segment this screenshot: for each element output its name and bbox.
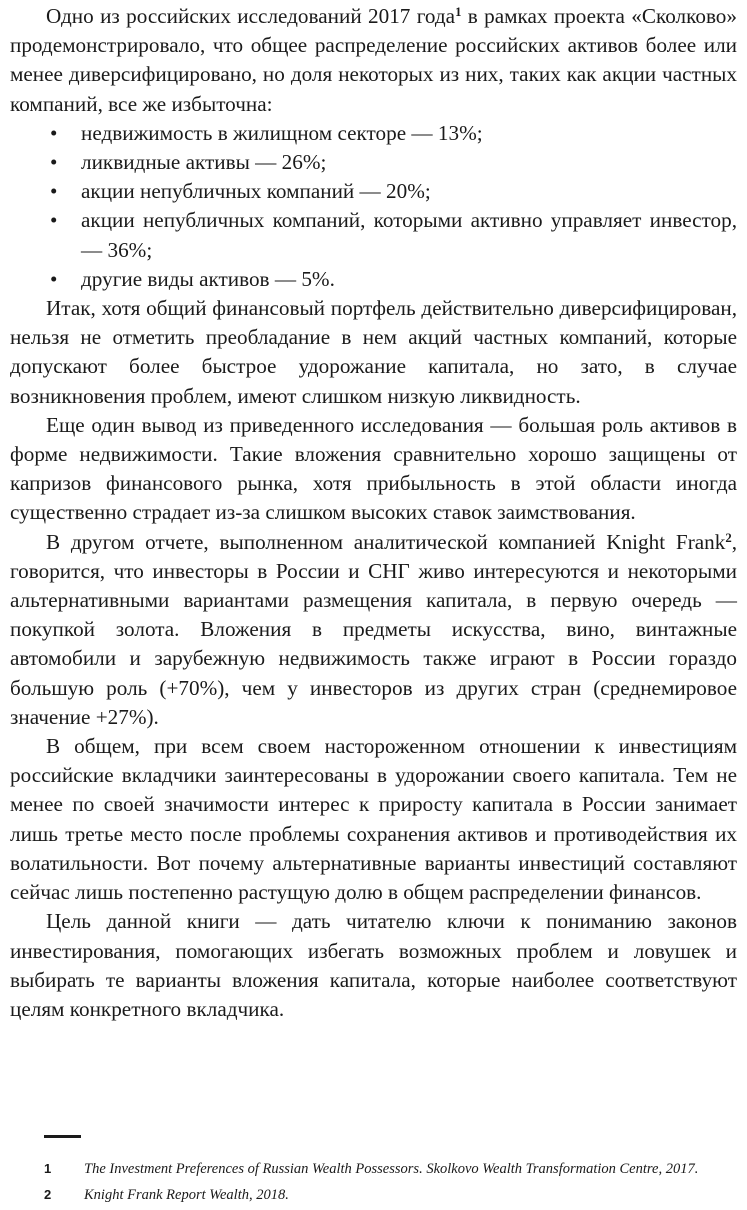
list-item [10,265,737,294]
paragraph-4 [10,528,737,732]
footnote-text: The Investment Preferences of Russian Wealth Possessors. Skolkovo Wealth Transformation Centre, 2017. [84,1161,699,1177]
footnote-2 [44,1182,727,1208]
paragraph-4-text-a: В другом отчете, выполненном аналитической компанией Knight Frank [46,529,726,554]
footnotes [44,1135,727,1208]
list-item-text: акции непубличных компаний — 20%; [81,179,431,204]
list-item-text: ликвидные активы — 26%; [81,150,327,175]
paragraph-5: В общем, при всем своем настороженном отношении к инвестициям российские вкладчики заинтересованы в удорожании своего капитала. Тем не менее по своей значимости интерес к приросту капитала в России занимает лишь третье место после проблемы сохранения активов и противодействия их волатильности. Вот почему альтернативные варианты инвестиций составляют сейчас лишь постепенно растущую долю в общем распределении финансов. [10,734,737,905]
paragraph-2: Итак, хотя общий финансовый портфель действительно диверсифицирован, нельзя не отметить преобладание в нем акций частных компаний, которые допускают более быстрое удорожание капитала, но зато, в случае возникновения проблем, имеют слишком низкую ликвидность. [10,296,737,408]
bullet-icon: • [50,208,58,233]
list-item [10,177,737,206]
list-item [10,148,737,177]
list-item-text: акции непубличных компаний, которыми активно управляет инвестор, — 36%; [81,208,737,262]
paragraph-6: Цель данной книги — дать читателю ключи к пониманию законов инвестирования, помогающих избегать возможных проблем и ловушек и выбирать те варианты вложения капитала, которые наиболее соответствуют целям конкретного вкладчика. [10,909,737,1021]
footnote-number: 2 [44,1187,52,1202]
bullet-icon: • [50,266,58,291]
bullet-icon: • [50,120,58,145]
paragraph-1-text-b: в рамках проекта «Сколково» продемонстрировало, что общее распределение российских активов более или менее диверсифицировано, но доля некоторых из них, таких как акции частных компаний, все же избыточна: [10,4,737,116]
footnote-divider [44,1135,81,1138]
footnote-ref-2[interactable]: 2 [725,530,732,545]
paragraph-1-text-a: Одно из российских исследований 2017 года [46,4,456,28]
list-item-text: другие виды активов — 5%. [81,266,335,291]
paragraph-3: Еще один вывод из приведенного исследования — большая роль активов в форме недвижимости. Такие вложения сравнительно хорошо защищены от капризов финансового рынка, хотя прибыльность в этой области иногда существенно страдает из-за слишком высоких ставок заимствования. [10,412,737,525]
bullet-icon: • [50,179,58,204]
footnote-ref-1[interactable]: 1 [455,5,462,20]
paragraph-1 [10,2,737,119]
list-item-text: недвижимость в жилищном секторе — 13%; [81,120,483,145]
bullet-icon: • [50,150,58,175]
main-text [10,2,737,1024]
list-item [10,119,737,148]
list-item [10,206,737,264]
footnote-text: Knight Frank Report Wealth, 2018. [84,1187,289,1203]
asset-allocation-list [10,119,737,294]
paragraph-4-text-b: , говорится, что инвесторы в России и СНГ живо интересуются и некоторыми альтернативными вариантами размещения капитала, в первую очередь — покупкой золота. Вложения в предметы искусства, вино, винтажные автомобили и зарубежную недвижимость также играют в России гораздо большую роль (+70%), чем у инвесторов из других стран (среднемировое значение +27%). [10,529,737,729]
footnote-1 [44,1156,727,1182]
footnote-number: 1 [44,1161,52,1176]
